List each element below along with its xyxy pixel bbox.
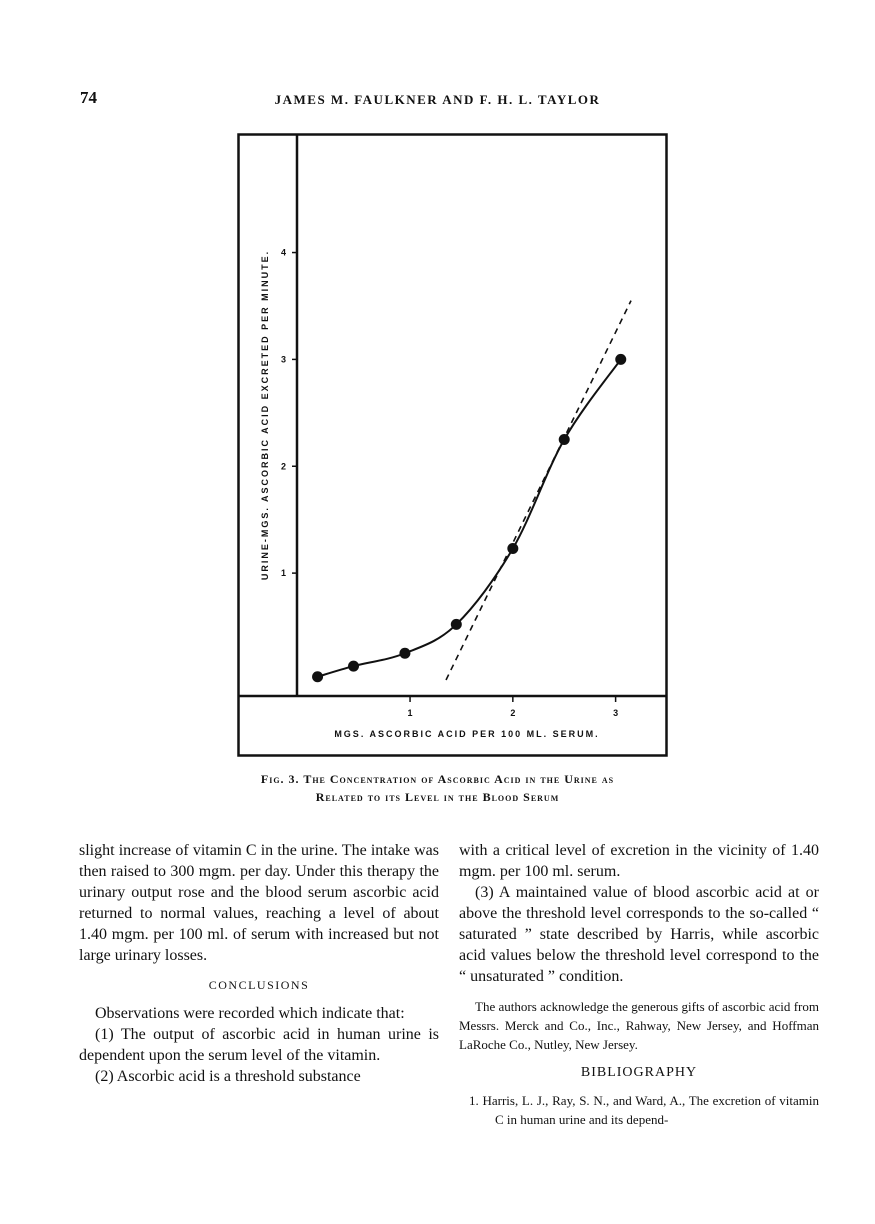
x-tick-label-1: 1 [407, 708, 413, 718]
figure-chart [237, 133, 669, 759]
left-paragraph-4: (2) Ascorbic acid is a threshold substance [95, 1068, 361, 1085]
y-tick-label-2: 2 [280, 461, 286, 472]
x-axis-label: MGS. ASCORBIC ACID PER 100 ML. SERUM. [334, 729, 600, 739]
right-paragraph-2: (3) A maintained value of blood ascorbic acid at or above the threshold level corresponds to the so-called “ saturated ” state described by Harris, while ascorbic acid values below the threshold level correspond to the “ unsaturated ” condition. [459, 884, 819, 985]
bibliography-entry-1: 1. Harris, L. J., Ray, S. N., and Ward, A., The excretion of vitamin C in human urine and its depend- [469, 1093, 819, 1127]
right-paragraph-1: with a critical level of excretion in the vicinity of 1.40 mgm. per 100 ml. serum. [459, 842, 819, 880]
figure-caption [0, 770, 875, 806]
acknowledgment: The authors acknowledge the generous gifts of ascorbic acid from Messrs. Merck and Co., Inc., Rahway, New Jersey, and Hoffman LaRoche Co., Nutley, New Jersey. [459, 999, 819, 1052]
caption-line-2: Related to its Level in the Blood Serum [315, 790, 560, 804]
data-point-4 [451, 619, 462, 630]
left-paragraph-1: slight increase of vitamin C in the urine. The intake was then raised to 300 mgm. per day. Under this therapy the urinary output rose and the blood serum ascorbic acid returned to normal values, reaching a level of about 1.40 mgm. per 100 ml. of serum with increased but not large urinary losses. [79, 842, 439, 964]
left-column [79, 840, 439, 1087]
page-number: 74 [80, 88, 97, 107]
excretion-curve [318, 359, 621, 676]
x-tick-label-2: 2 [510, 708, 516, 718]
right-column [459, 840, 819, 1129]
tangent-dashed-line [446, 301, 631, 680]
data-points [312, 354, 626, 682]
bibliography-heading: BIBLIOGRAPHY [580, 1065, 698, 1080]
running-head: JAMES M. FAULKNER AND F. H. L. TAYLOR [274, 92, 601, 107]
data-point-7 [615, 354, 626, 365]
data-point-3 [399, 648, 410, 659]
y-ticks [281, 248, 297, 579]
y-axis-label: URINE-MGS. ASCORBIC ACID EXCRETED PER MINUTE. [260, 249, 270, 581]
y-tick-label-1: 1 [280, 568, 286, 579]
figure-frame [239, 135, 667, 756]
left-paragraph-3: (1) The output of ascorbic acid in human urine is dependent upon the serum level of the vitamin. [79, 1026, 439, 1064]
y-tick-label-3: 3 [280, 354, 286, 365]
x-tick-label-3: 3 [613, 708, 619, 718]
data-point-6 [559, 434, 570, 445]
y-tick-label-4: 4 [280, 247, 286, 258]
x-ticks [408, 696, 619, 718]
data-point-1 [312, 671, 323, 682]
left-paragraph-2: Observations were recorded which indicate that: [95, 1005, 405, 1022]
data-point-5 [507, 543, 518, 554]
conclusions-heading: CONCLUSIONS [208, 978, 310, 992]
data-point-2 [348, 661, 359, 672]
caption-line-1: Fig. 3. The Concentration of Ascorbic Acid in the Urine as [260, 772, 615, 786]
